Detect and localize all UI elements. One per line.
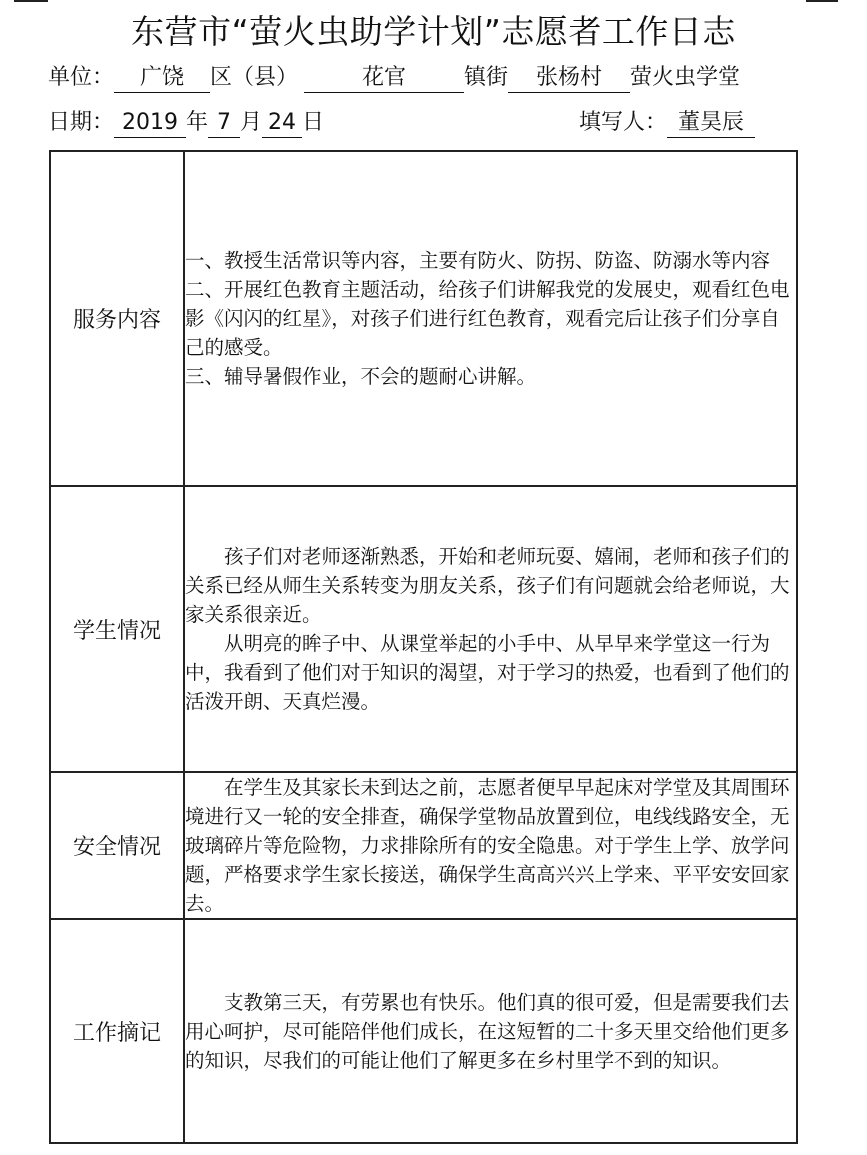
row-content — [184, 486, 797, 772]
row-content — [184, 919, 797, 1143]
filler-name: 董昊辰 — [667, 110, 755, 138]
filler-label: 填写人： — [579, 110, 668, 135]
district-suffix: 区（县） — [210, 65, 299, 90]
log-table — [49, 150, 798, 1144]
top-right-rule — [806, 0, 838, 2]
year-suffix: 年 — [186, 110, 209, 135]
paragraph: 从明亮的眸子中、从课堂举起的小手中、从早早来学堂这一行为中，我看到了他们对于知识的渴望，对于学习的热爱，也看到了他们的活泼开朗、天真烂漫。 — [185, 632, 790, 713]
paragraph: 三、辅导暑假作业，不会的题耐心讲解。 — [185, 365, 537, 388]
table-row — [50, 151, 797, 486]
unit-line — [48, 60, 740, 93]
table-row — [50, 919, 797, 1143]
row-content — [184, 151, 797, 486]
month-suffix: 月 — [240, 110, 263, 135]
table-row — [50, 772, 797, 919]
row-label: 学生情况 — [50, 486, 184, 772]
village-value: 张杨村 — [508, 65, 630, 93]
unit-label: 单位： — [48, 65, 115, 90]
paragraph: 二、开展红色教育主题活动，给孩子们讲解我党的发展史，观看红色电影《闪闪的红星》，对孩子们进行红色教育，观看完后让孩子们分享自己的感受。 — [185, 278, 790, 359]
page-title: 东营市“萤火虫助学计划”志愿者工作日志 — [131, 12, 736, 51]
month-value: 7 — [208, 110, 240, 138]
row-label: 安全情况 — [50, 772, 184, 919]
school-name: 萤火虫学堂 — [630, 65, 741, 90]
table-row — [50, 486, 797, 772]
date-line — [48, 105, 768, 138]
day-value: 24 — [262, 110, 302, 138]
paragraph: 孩子们对老师逐渐熟悉，开始和老师玩耍、嬉闹，老师和孩子们的关系已经从师生关系转变为朋友关系，孩子们有问题就会给老师说，大家关系很亲近。 — [185, 545, 790, 626]
row-label: 服务内容 — [50, 151, 184, 486]
filler — [579, 105, 745, 138]
paragraph: 一、教授生活常识等内容，主要有防火、防拐、防盗、防溺水等内容 — [185, 249, 771, 272]
top-left-rule — [14, 0, 48, 2]
date-label: 日期： — [48, 110, 115, 135]
town-value: 花官 — [304, 65, 464, 93]
row-content — [184, 772, 797, 919]
day-suffix: 日 — [302, 110, 325, 135]
row-label: 工作摘记 — [50, 919, 184, 1143]
district-value: 广饶 — [114, 65, 210, 93]
town-suffix: 镇街 — [464, 65, 509, 90]
paragraph: 支教第三天，有劳累也有快乐。他们真的很可爱，但是需要我们去用心呵护，尽可能陪伴他们成长，在这短暂的二十多天里交给他们更多的知识，尽我们的可能让他们了解更多在乡村里学不到的知识。 — [185, 990, 790, 1072]
year-value: 2019 — [114, 110, 186, 138]
paragraph: 在学生及其家长未到达之前，志愿者便早早起床对学堂及其周围环境进行又一轮的安全排查，确保学堂物品放置到位，电线线路安全，无玻璃碎片等危险物，力求排除所有的安全隐患。对于学生上学、放学问题，严格要求学生家长接送，确保学生高高兴兴上学来、平平安安回家去。 — [185, 776, 790, 915]
